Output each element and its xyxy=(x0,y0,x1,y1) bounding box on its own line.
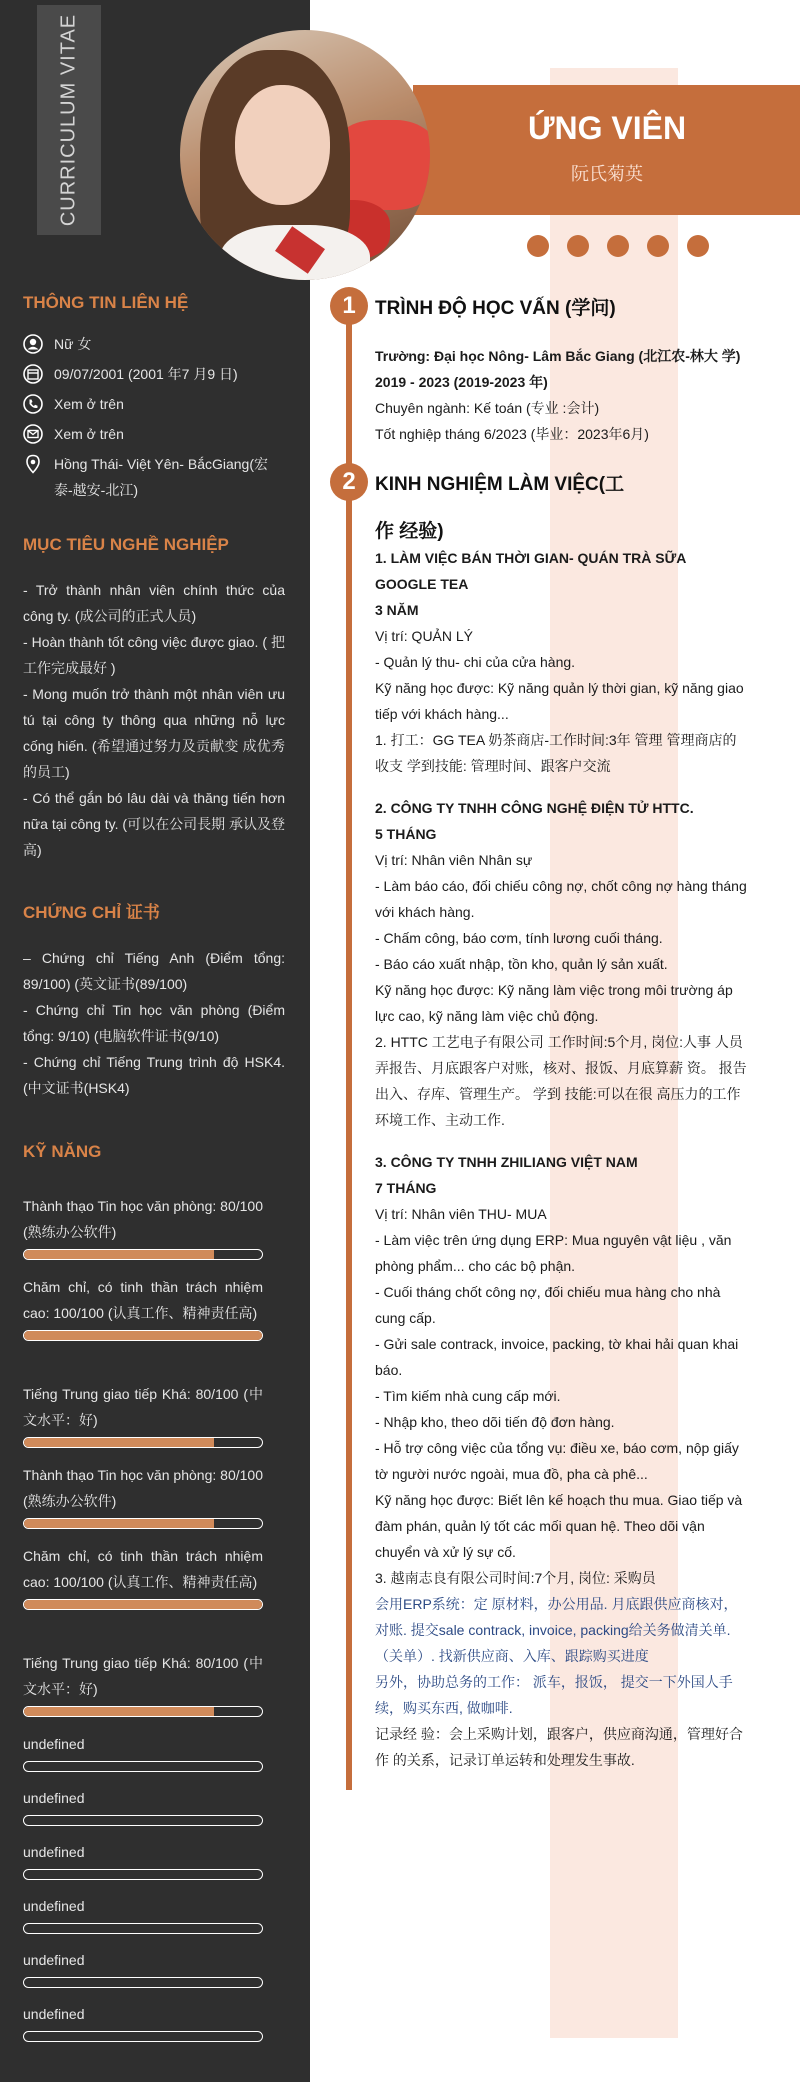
job-line-chinese: 另外，协助总务的工作： 派车，报饭， 提交一下外国人手续，购买东西, 做咖啡. xyxy=(375,1674,733,1716)
skill-bar xyxy=(23,1599,263,1610)
skill-bar xyxy=(23,1923,263,1934)
objective-line: - Hoàn thành tốt công việc được giao. ( 把工作完成最好 ) xyxy=(23,634,285,676)
experience-content xyxy=(375,545,750,1773)
experience-title-line2: 作 经验) xyxy=(375,521,444,542)
objective-line: - Trở thành nhân viên chính thức của công ty. (成公司的正式人员) xyxy=(23,582,285,624)
phone-icon xyxy=(23,394,43,414)
skill-label: undefined xyxy=(23,1844,85,1860)
skill-label: Tiếng Trung giao tiếp Khá: 80/100 (中文水平：好) xyxy=(23,1386,263,1428)
education-years: 2019 - 2023 (2019-2023 年) xyxy=(375,374,548,390)
education-title: TRÌNH ĐỘ HỌC VẤN (学问) xyxy=(375,298,616,319)
education-school: Trường: Đại học Nông- Lâm Bắc Giang (北江农-林大 学) xyxy=(375,348,741,364)
skill-bar xyxy=(23,1249,263,1260)
skill-item xyxy=(23,1947,263,1988)
objective-section xyxy=(23,535,285,863)
skill-item xyxy=(23,1893,263,1934)
skill-bar-fill xyxy=(24,1250,214,1259)
job-heading: 2. CÔNG TY TNHH CÔNG NGHỆ ĐIỆN TỬ HTTC. xyxy=(375,800,694,816)
contact-email xyxy=(23,424,284,447)
job-line: - Gửi sale contrack, invoice, packing, tờ khai hải quan khai báo. xyxy=(375,1336,739,1378)
skill-bar xyxy=(23,1761,263,1772)
candidate-chinese-name: 阮氏菊英 xyxy=(571,164,643,184)
certificate-line: – Chứng chỉ Tiếng Anh (Điểm tổng: 89/100) (英文证书(89/100) xyxy=(23,950,285,992)
education-content xyxy=(375,343,750,447)
skill-label: Chăm chỉ, có tinh thần trách nhiệm cao: 100/100 (认真工作、精神责任高) xyxy=(23,1548,263,1590)
certificates-title: CHỨNG CHỈ 证书 xyxy=(23,903,160,922)
skill-bar xyxy=(23,1706,263,1717)
job-line: - Tìm kiếm nhà cung cấp mới. xyxy=(375,1388,561,1404)
contact-gender xyxy=(23,334,284,357)
skill-item xyxy=(23,2001,263,2042)
objective-line: - Mong muốn trở thành một nhân viên ưu tú tại công ty thông qua những nỗ lực cống hiến. (希望通过努力及贡献变 成优秀的员工) xyxy=(23,686,285,780)
skill-bar xyxy=(23,1869,263,1880)
job-line: 1. 打工：GG TEA 奶茶商店-工作时间:3年 管理 管理商店的收支 学到技能: 管理时间、跟客户交流 xyxy=(375,732,737,774)
job-line: 2. HTTC 工艺电子有限公司 工作时间:5个月, 岗位:人事 人员弄报告、月底跟客户对账，核对、报饭、月底算薪 资。 报告出入、存库、管理生产。 学到 技能:可以在很 高压力的工作环境工作、主动工作. xyxy=(375,1034,747,1128)
education-major: Chuyên ngành: Kế toán (专业 :会计) xyxy=(375,400,600,416)
job-line: Vị trí: Nhân viên THU- MUA xyxy=(375,1206,547,1222)
skill-item xyxy=(23,1650,263,1717)
skill-item xyxy=(23,1543,263,1610)
gender-text: Nữ 女 xyxy=(54,336,92,352)
objective-line: - Có thể gắn bó lâu dài và thăng tiến hơn nữa tại công ty. (可以在公司長期 承认及登高) xyxy=(23,790,285,858)
job-line: Vị trí: QUẢN LÝ xyxy=(375,628,474,644)
contact-section xyxy=(23,293,285,313)
decorative-dots xyxy=(527,235,709,257)
skill-label: undefined xyxy=(23,1898,85,1914)
experience-title-line1: KINH NGHIỆM LÀM VIỆC(工 xyxy=(375,474,625,495)
skill-item xyxy=(23,1785,263,1826)
job-line: - Báo cáo xuất nhập, tồn kho, quản lý sản xuất. xyxy=(375,956,668,972)
phone-text: Xem ở trên xyxy=(54,396,124,412)
job-line: - Quản lý thu- chi của cửa hàng. xyxy=(375,654,576,670)
objective-title: MỤC TIÊU NGHỀ NGHIỆP xyxy=(23,535,229,554)
job-line: - Cuối tháng chốt công nợ, đối chiếu mua hàng cho nhà cung cấp. xyxy=(375,1284,721,1326)
name-header xyxy=(413,85,800,215)
skill-bar xyxy=(23,1330,263,1341)
skill-item xyxy=(23,1193,263,1260)
job-line: - Làm báo cáo, đối chiếu công nợ, chốt công nợ hàng tháng với khách hàng. xyxy=(375,878,747,920)
skill-label: Tiếng Trung giao tiếp Khá: 80/100 (中文水平：好) xyxy=(23,1655,263,1697)
skill-item xyxy=(23,1274,263,1341)
certificate-line: - Chứng chỉ Tiếng Trung trình độ HSK4. (中文证书(HSK4) xyxy=(23,1054,285,1096)
job-line: - Làm việc trên ứng dụng ERP: Mua nguyên vật liệu , văn phòng phẩm... cho các bộ phận. xyxy=(375,1232,732,1274)
skill-label: undefined xyxy=(23,1790,85,1806)
skill-label: Thành thạo Tin học văn phòng: 80/100 (熟练办公软件) xyxy=(23,1467,263,1509)
certificates-section xyxy=(23,898,285,1101)
skill-bar xyxy=(23,1815,263,1826)
skill-bar-fill xyxy=(24,1438,214,1447)
job-line-chinese: 记录经 验：会上采购计划，跟客户，供应商沟通，管理好合作 的关系，记录订单运转和处理发生事故. xyxy=(375,1726,743,1768)
job-line: Vị trí: Nhân viên Nhân sự xyxy=(375,852,533,868)
skill-item xyxy=(23,1839,263,1880)
skill-item xyxy=(23,1462,263,1529)
skills-title: KỸ NĂNG xyxy=(23,1142,102,1161)
job-line: - Nhập kho, theo dõi tiến độ đơn hàng. xyxy=(375,1414,615,1430)
skill-bar-fill xyxy=(24,1331,262,1340)
cv-banner-text: CURRICULUM VITAE xyxy=(57,13,80,227)
skill-bar xyxy=(23,1977,263,1988)
job-line: - Hỗ trợ công việc của tổng vụ: điều xe, báo cơm, nộp giấy tờ người nước ngoài, mua đồ, pha cà phê... xyxy=(375,1440,739,1482)
job-duration: 3 NĂM xyxy=(375,602,419,618)
birthday-text: 09/07/2001 (2001 年7 月9 日) xyxy=(54,366,238,382)
job-line: - Chấm công, báo cơm, tính lương cuối tháng. xyxy=(375,930,663,946)
skill-label: undefined xyxy=(23,2006,85,2022)
skill-bar-fill xyxy=(24,1600,262,1609)
education-number-badge: 1 xyxy=(330,287,368,325)
address-text: Hồng Thái- Việt Yên- BắcGiang(宏泰-越安-北江) xyxy=(54,456,269,498)
job-duration: 5 THÁNG xyxy=(375,826,437,842)
skill-item xyxy=(23,1731,263,1772)
email-text: Xem ở trên xyxy=(54,426,124,442)
job-line: Kỹ năng học được: Kỹ năng quản lý thời gian, kỹ năng giao tiếp với khách hàng... xyxy=(375,680,744,722)
education-graduation: Tốt nghiệp tháng 6/2023 (毕业：2023年6月) xyxy=(375,426,649,442)
profile-photo xyxy=(180,30,430,280)
job-line: Kỹ năng học được: Biết lên kế hoạch thu mua. Giao tiếp và đàm phán, quản lý tốt các mối quan hệ. Theo dõi vận chuyển và xử lý sự cố. xyxy=(375,1492,743,1560)
job-line: Kỹ năng học được: Kỹ năng làm việc trong môi trường áp lực cao, kỹ năng làm việc chủ động. xyxy=(375,982,733,1024)
skill-bar-fill xyxy=(24,1707,214,1716)
skill-bar xyxy=(23,1518,263,1529)
job-heading: 3. CÔNG TY TNHH ZHILIANG VIỆT NAM xyxy=(375,1154,638,1170)
skill-label: Thành thạo Tin học văn phòng: 80/100 (熟练办公软件) xyxy=(23,1198,263,1240)
skill-label: undefined xyxy=(23,1952,85,1968)
user-icon xyxy=(23,334,43,354)
skills-section xyxy=(23,1142,285,1162)
skill-bar xyxy=(23,1437,263,1448)
mail-icon xyxy=(23,424,43,444)
job-heading: 1. LÀM VIỆC BÁN THỜI GIAN- QUÁN TRÀ SỮA GOOGLE TEA xyxy=(375,550,686,592)
job-line-chinese: 会用ERP系统：定 原材料，办公用品. 月底跟供应商核对，对账. 提交sale contrack, invoice, packing给关务做清关单.（关单）. 找新供应商、入库、跟踪购买进度 xyxy=(375,1596,738,1664)
location-icon xyxy=(23,454,43,474)
contact-birthday xyxy=(23,364,284,387)
timeline-line xyxy=(346,300,352,1790)
contact-address xyxy=(23,454,284,503)
skill-label: Chăm chỉ, có tinh thần trách nhiệm cao: 100/100 (认真工作、精神责任高) xyxy=(23,1279,263,1321)
calendar-icon xyxy=(23,364,43,384)
cv-banner xyxy=(37,5,101,235)
certificate-line: - Chứng chỉ Tin học văn phòng (Điểm tổng: 9/10) (电脑软件证书(9/10) xyxy=(23,1002,285,1044)
candidate-name: ỨNG VIÊN xyxy=(527,110,687,146)
contact-title: THÔNG TIN LIÊN HỆ xyxy=(23,293,189,312)
skill-label: undefined xyxy=(23,1736,85,1752)
skill-bar xyxy=(23,2031,263,2042)
job-line: 3. 越南志良有限公司时间:7个月, 岗位: 采购员 xyxy=(375,1570,656,1586)
skill-item xyxy=(23,1381,263,1448)
job-duration: 7 THÁNG xyxy=(375,1180,437,1196)
experience-number-badge: 2 xyxy=(330,463,368,501)
contact-phone xyxy=(23,394,284,417)
skill-bar-fill xyxy=(24,1519,214,1528)
